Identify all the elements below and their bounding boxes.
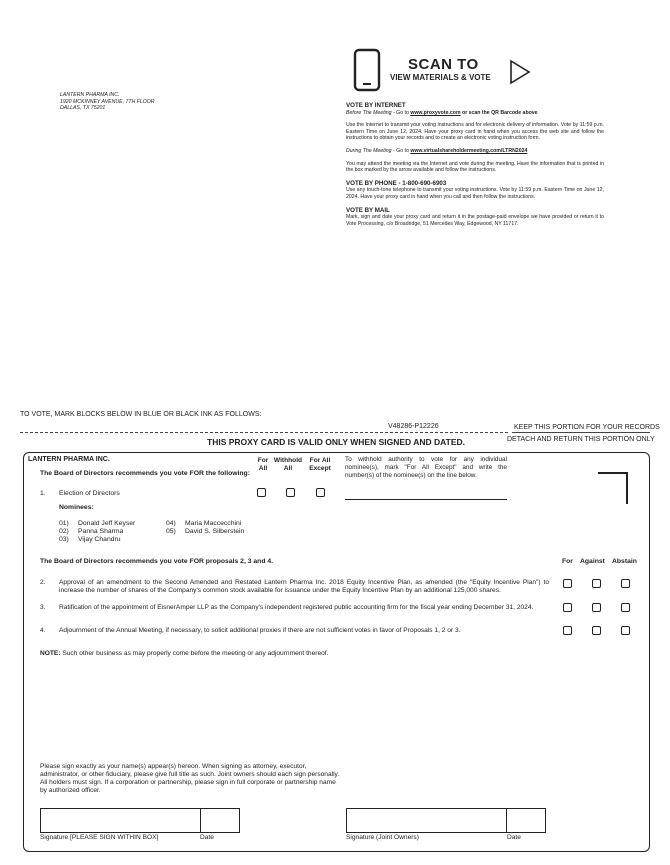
nominee-number: 04): [166, 520, 176, 527]
valid-notice: THIS PROXY CARD IS VALID ONLY WHEN SIGNED AND DATED.: [207, 437, 466, 447]
proposal-2-number: 2.: [40, 579, 46, 586]
during-mid: - Go to: [391, 147, 411, 154]
col-for-all-1: For: [257, 457, 269, 464]
nominee-row: [59, 528, 135, 536]
col-for-all-except: [305, 457, 335, 472]
col-abstain: Abstain: [612, 558, 637, 565]
phone-icon: [353, 48, 381, 97]
address-line-2: 1920 MCKINNEY AVENUE, 7TH FLOOR: [60, 98, 155, 105]
date-label: Date: [200, 834, 214, 841]
nominee-number-line[interactable]: [345, 499, 507, 500]
proposal-3-abstain-checkbox[interactable]: [621, 603, 630, 612]
nominee-list-right: [166, 520, 244, 536]
withhold-instructions: To withhold authority to vote for any individual nominee(s), mark "For All Except" and write the number(s) of the nominee(s) on the line below.: [345, 456, 507, 479]
vote-phone-body: Use any touch-tone telephone to transmit your voting instructions. Vote by 11:59 p.m. Eastern Time on June 12, 2024. Have your proxy card in hand when you call and then follow the instructions.: [346, 187, 604, 200]
proposal-3-number: 3.: [40, 604, 46, 611]
before-label: Before The Meeting: [346, 109, 392, 116]
note: [40, 650, 328, 657]
proposal-2-against-checkbox[interactable]: [592, 579, 601, 588]
for-all-checkbox[interactable]: [257, 488, 266, 497]
during-label: During The Meeting: [346, 147, 392, 154]
signature-box[interactable]: [40, 808, 201, 833]
vote-internet-heading: VOTE BY INTERNET: [346, 102, 406, 109]
proposal-2-for-checkbox[interactable]: [563, 579, 572, 588]
nominee-list-left: [59, 520, 135, 545]
address-line-1: LANTERN PHARMA INC.: [60, 92, 120, 98]
nominee-number: 03): [59, 536, 69, 544]
before-tail: or scan the QR Barcode above: [460, 109, 538, 116]
note-text: Such other business as may properly come before the meeting or any adjournment thereof.: [60, 650, 329, 657]
proposal-4-number: 4.: [40, 627, 46, 634]
card-company: LANTERN PHARMA INC.: [28, 456, 110, 463]
note-label: NOTE:: [40, 650, 61, 657]
board-recommendation-1: The Board of Directors recommends you vote FOR the following:: [40, 470, 250, 477]
col-for-all-except-1: For All: [309, 457, 331, 464]
proposal-3-text: Ratification of the appointment of EisnerAmper LLP as the Company's independent registered public accounting firm for the fiscal year ending December 31, 2024.: [59, 604, 534, 611]
withhold-all-checkbox[interactable]: [286, 488, 295, 497]
control-code: V48286-P12226: [388, 423, 439, 430]
proposal-2-abstain-checkbox[interactable]: [621, 579, 630, 588]
nominee-name: Maria Maccecchini: [185, 520, 242, 527]
corner-mark: [598, 472, 628, 504]
vote-internet-body: Use the Internet to transmit your voting instructions and for electronic delivery of information. Vote by 11:59 p.m. Eastern Time on June 12, 2024. Have your proxy card in hand when you access the web site and follow the instructions to obtain your records and to create an electronic voting instruction form.: [346, 122, 604, 142]
date-box[interactable]: [200, 808, 240, 833]
proposal-3-against-checkbox[interactable]: [592, 603, 601, 612]
nominee-name: Panna Sharma: [78, 528, 124, 536]
for-all-except-checkbox[interactable]: [316, 488, 325, 497]
vote-mail-heading: VOTE BY MAIL: [346, 206, 390, 214]
address-line-3: DALLAS, TX 75201: [60, 105, 106, 112]
voting-instructions: [346, 102, 604, 227]
vote-mail-body: Mark, sign and date your proxy card and return it in the postage-paid envelope we have provided or return it to Vote Processing, c/o Broadridge, 51 Mercedes Way, Edgewood, NY 11717.: [346, 214, 604, 227]
keep-underline: [512, 432, 650, 433]
col-for-all: [255, 457, 271, 472]
col-withhold-all-2: All: [283, 464, 293, 472]
nominee-row: [166, 528, 244, 536]
nominee-number: 05): [166, 528, 176, 536]
signature-label: Signature [PLEASE SIGN WITHIN BOX]: [40, 834, 159, 841]
detach-portion-label: DETACH AND RETURN THIS PORTION ONLY: [507, 436, 655, 443]
vote-before-line: [346, 110, 604, 117]
detach-line: [20, 432, 508, 433]
joint-signature-box[interactable]: [346, 808, 507, 833]
nominee-row: [59, 536, 135, 544]
mark-instructions: TO VOTE, MARK BLOCKS BELOW IN BLUE OR BLACK INK AS FOLLOWS:: [20, 411, 262, 418]
keep-portion-label: KEEP THIS PORTION FOR YOUR RECORDS: [514, 424, 660, 431]
proposal-2-text: Approval of an amendment to the Second Amended and Restated Lantern Pharma Inc. 2018 Equity Incentive Plan, as amended (the "Equity Incentive Plan") to increase the number of shares of the Company's common stock available for issuance under the Equity Incentive Plan by an additional 125,000 shares.: [59, 579, 549, 594]
scan-title: SCAN TO: [408, 56, 479, 73]
col-for-all-except-2: Except: [309, 464, 331, 472]
proposal-4-text: Adjournment of the Annual Meeting, if necessary, to solicit additional proxies if there are not sufficient votes in favor of Proposals 1, 2 or 3.: [59, 627, 461, 634]
col-for-all-2: All: [258, 464, 268, 472]
proxyvote-link[interactable]: www.proxyvote.com: [410, 109, 461, 116]
vote-during-line: [346, 148, 604, 155]
joint-date-label: Date: [507, 834, 521, 841]
nominee-name: Donald Jeff Keyser: [78, 520, 136, 527]
vote-phone-heading: VOTE BY PHONE - 1-800-690-6903: [346, 179, 447, 187]
col-withhold-all-1: Withhold: [273, 457, 303, 464]
col-against: Against: [580, 558, 605, 565]
nominee-number: 01): [59, 520, 69, 527]
proposal-4-abstain-checkbox[interactable]: [621, 626, 630, 635]
nominees-label: Nominees:: [59, 504, 94, 511]
proposal-3-for-checkbox[interactable]: [563, 603, 572, 612]
item1-number: 1.: [40, 490, 46, 497]
col-withhold-all: [271, 457, 305, 472]
virtual-meeting-link[interactable]: www.virtualshareholdermeeting.com/LTRN2024: [410, 147, 528, 154]
nominee-name: David S. Silberstein: [185, 528, 245, 536]
joint-signature-label: Signature (Joint Owners): [346, 834, 419, 841]
play-arrow-icon: [509, 59, 531, 90]
nominee-row: [59, 520, 135, 528]
joint-date-box[interactable]: [506, 808, 546, 833]
nominee-number: 02): [59, 528, 69, 536]
sign-instructions: Please sign exactly as your name(s) appear(s) hereon. When signing as attorney, executor, administrator, or other fiduciary, please give full title as such. Joint owners should each sign personally. All holders must sign. If a corporation or partnership, please sign in full corporate or partnership name by authorized officer.: [40, 763, 340, 794]
scan-subtitle: VIEW MATERIALS & VOTE: [390, 73, 491, 82]
before-mid: - Go to: [391, 109, 411, 116]
board-recommendation-2: The Board of Directors recommends you vote FOR proposals 2, 3 and 4.: [40, 558, 274, 565]
col-for: For: [562, 558, 573, 565]
item1-label: Election of Directors: [59, 490, 120, 497]
company-address: [60, 92, 200, 112]
vote-during-body: You may attend the meeting via the Internet and vote during the meeting. Have the information that is printed in the box marked by the arrow available and follow the instructions.: [346, 160, 604, 174]
nominee-name: Vijay Chandru: [78, 536, 121, 544]
nominee-row: [166, 520, 244, 528]
proposal-4-for-checkbox[interactable]: [563, 626, 572, 635]
proposal-4-against-checkbox[interactable]: [592, 626, 601, 635]
